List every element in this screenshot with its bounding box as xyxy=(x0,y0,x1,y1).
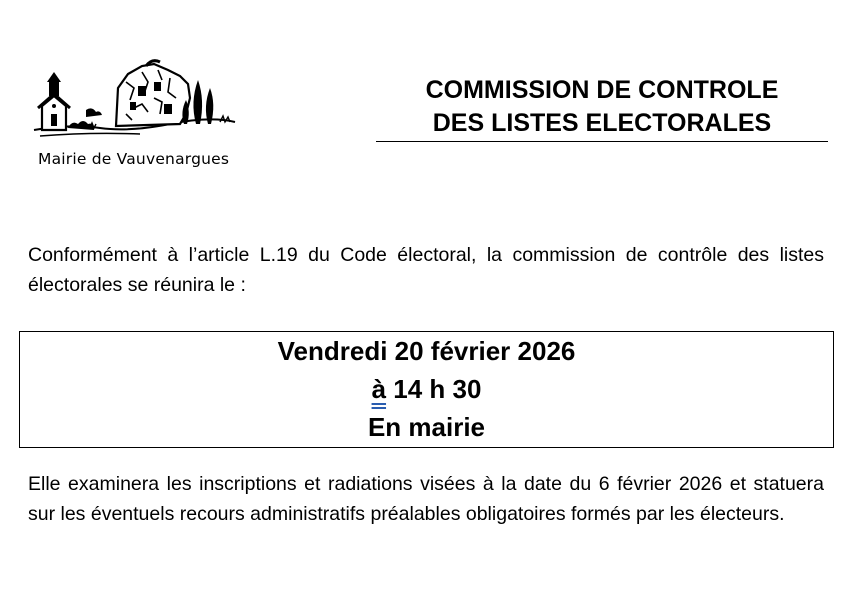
meeting-time-prefix: à xyxy=(371,374,387,404)
meeting-box xyxy=(19,331,834,448)
meeting-place: En mairie xyxy=(367,412,486,442)
title-line-2: DES LISTES ELECTORALES xyxy=(432,109,772,137)
intro-paragraph: Conformément à l’article L.19 du Code électoral, la commission de contrôle des listes électorales se réunira le : xyxy=(28,244,824,296)
meeting-time: 14 h 30 xyxy=(393,374,482,404)
meeting-date: Vendredi 20 février 2026 xyxy=(277,336,576,366)
village-illustration xyxy=(30,58,250,148)
mairie-logo xyxy=(30,58,250,178)
body-paragraph: Elle examinera les inscriptions et radiations visées à la date du 6 février 2026 et statuera sur les éventuels recours administratifs préalables obligatoires formés par les électeurs. xyxy=(28,473,824,525)
logo-text: Mairie de Vauvenargues xyxy=(38,150,230,168)
page-title xyxy=(376,74,828,142)
meeting-time-line xyxy=(20,370,833,408)
title-line-1: COMMISSION DE CONTROLE xyxy=(425,76,779,104)
